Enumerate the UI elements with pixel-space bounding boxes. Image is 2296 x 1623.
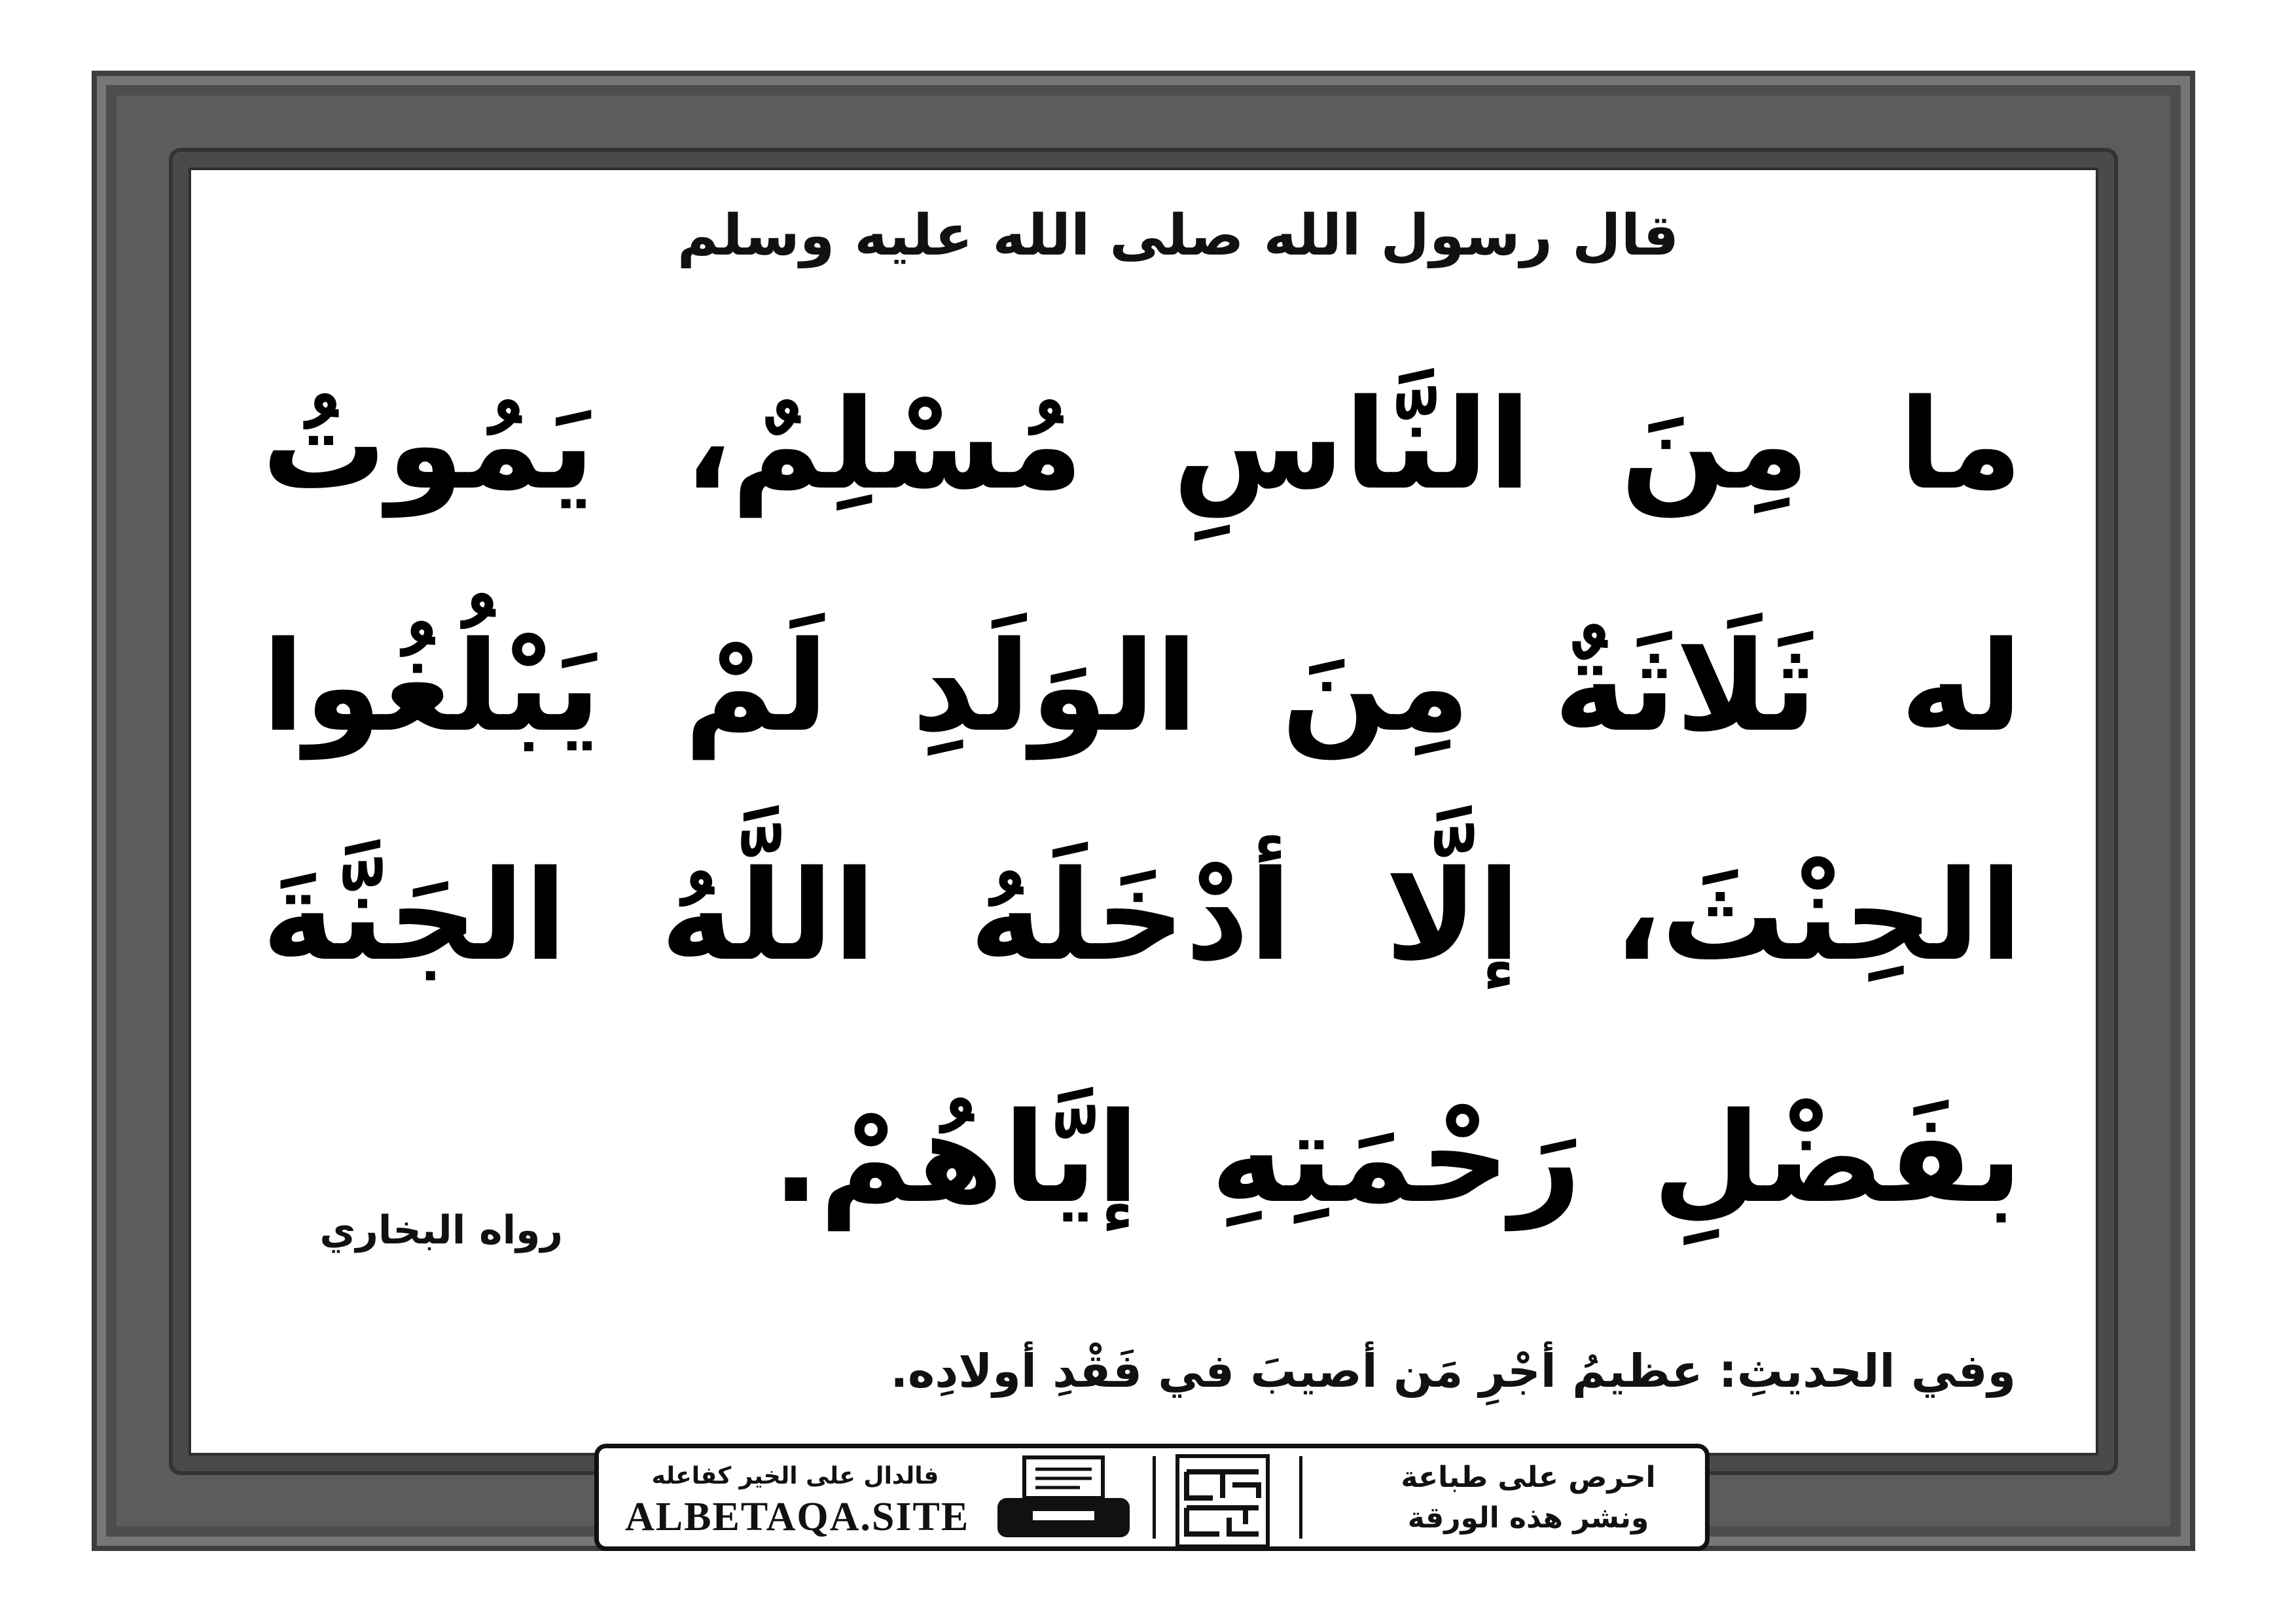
printer-icon [995,1455,1132,1546]
cta-line-2: ونشر هذه الورقة [1407,1501,1649,1535]
cta-line-1: احرص على طباعة [1401,1461,1656,1494]
page-title: قال رسول الله صلى الله عليه وسلم [677,203,1679,268]
site-link[interactable]: ALBETAQA.SITE [625,1495,970,1539]
hadith-line-3: الحِنْثَ، إلَّا أدْخَلَهُ اللَّهُ الجَنَّةَ [262,844,2022,988]
banner-divider-left [1153,1456,1156,1539]
hadith-line-4: بفَضْلِ رَحْمَتِهِ إيَّاهُمْ. [772,1086,2022,1230]
albetaqa-logo-icon [1174,1452,1272,1550]
hadith-line-1: ما مِنَ النَّاسِ مُسْلِمٌ، يَمُوتُ [262,372,2022,517]
banner-divider-right [1299,1456,1302,1539]
narrator-source: رواه البخاري [319,1207,563,1253]
banner-motto: فالدال على الخير كفاعله [651,1463,939,1489]
footer-banner [594,1444,1710,1551]
banner-call-to-action [1391,1457,1666,1539]
hadith-line-2: له ثَلَاثَةٌ مِنَ الوَلَدِ لَمْ يَبْلُغُوا [262,615,2022,759]
hadith-lesson: وفي الحديثِ: عظيمُ أجْرِ مَن أصيبَ في فَقْدِ أولادِه. [890,1344,2016,1398]
